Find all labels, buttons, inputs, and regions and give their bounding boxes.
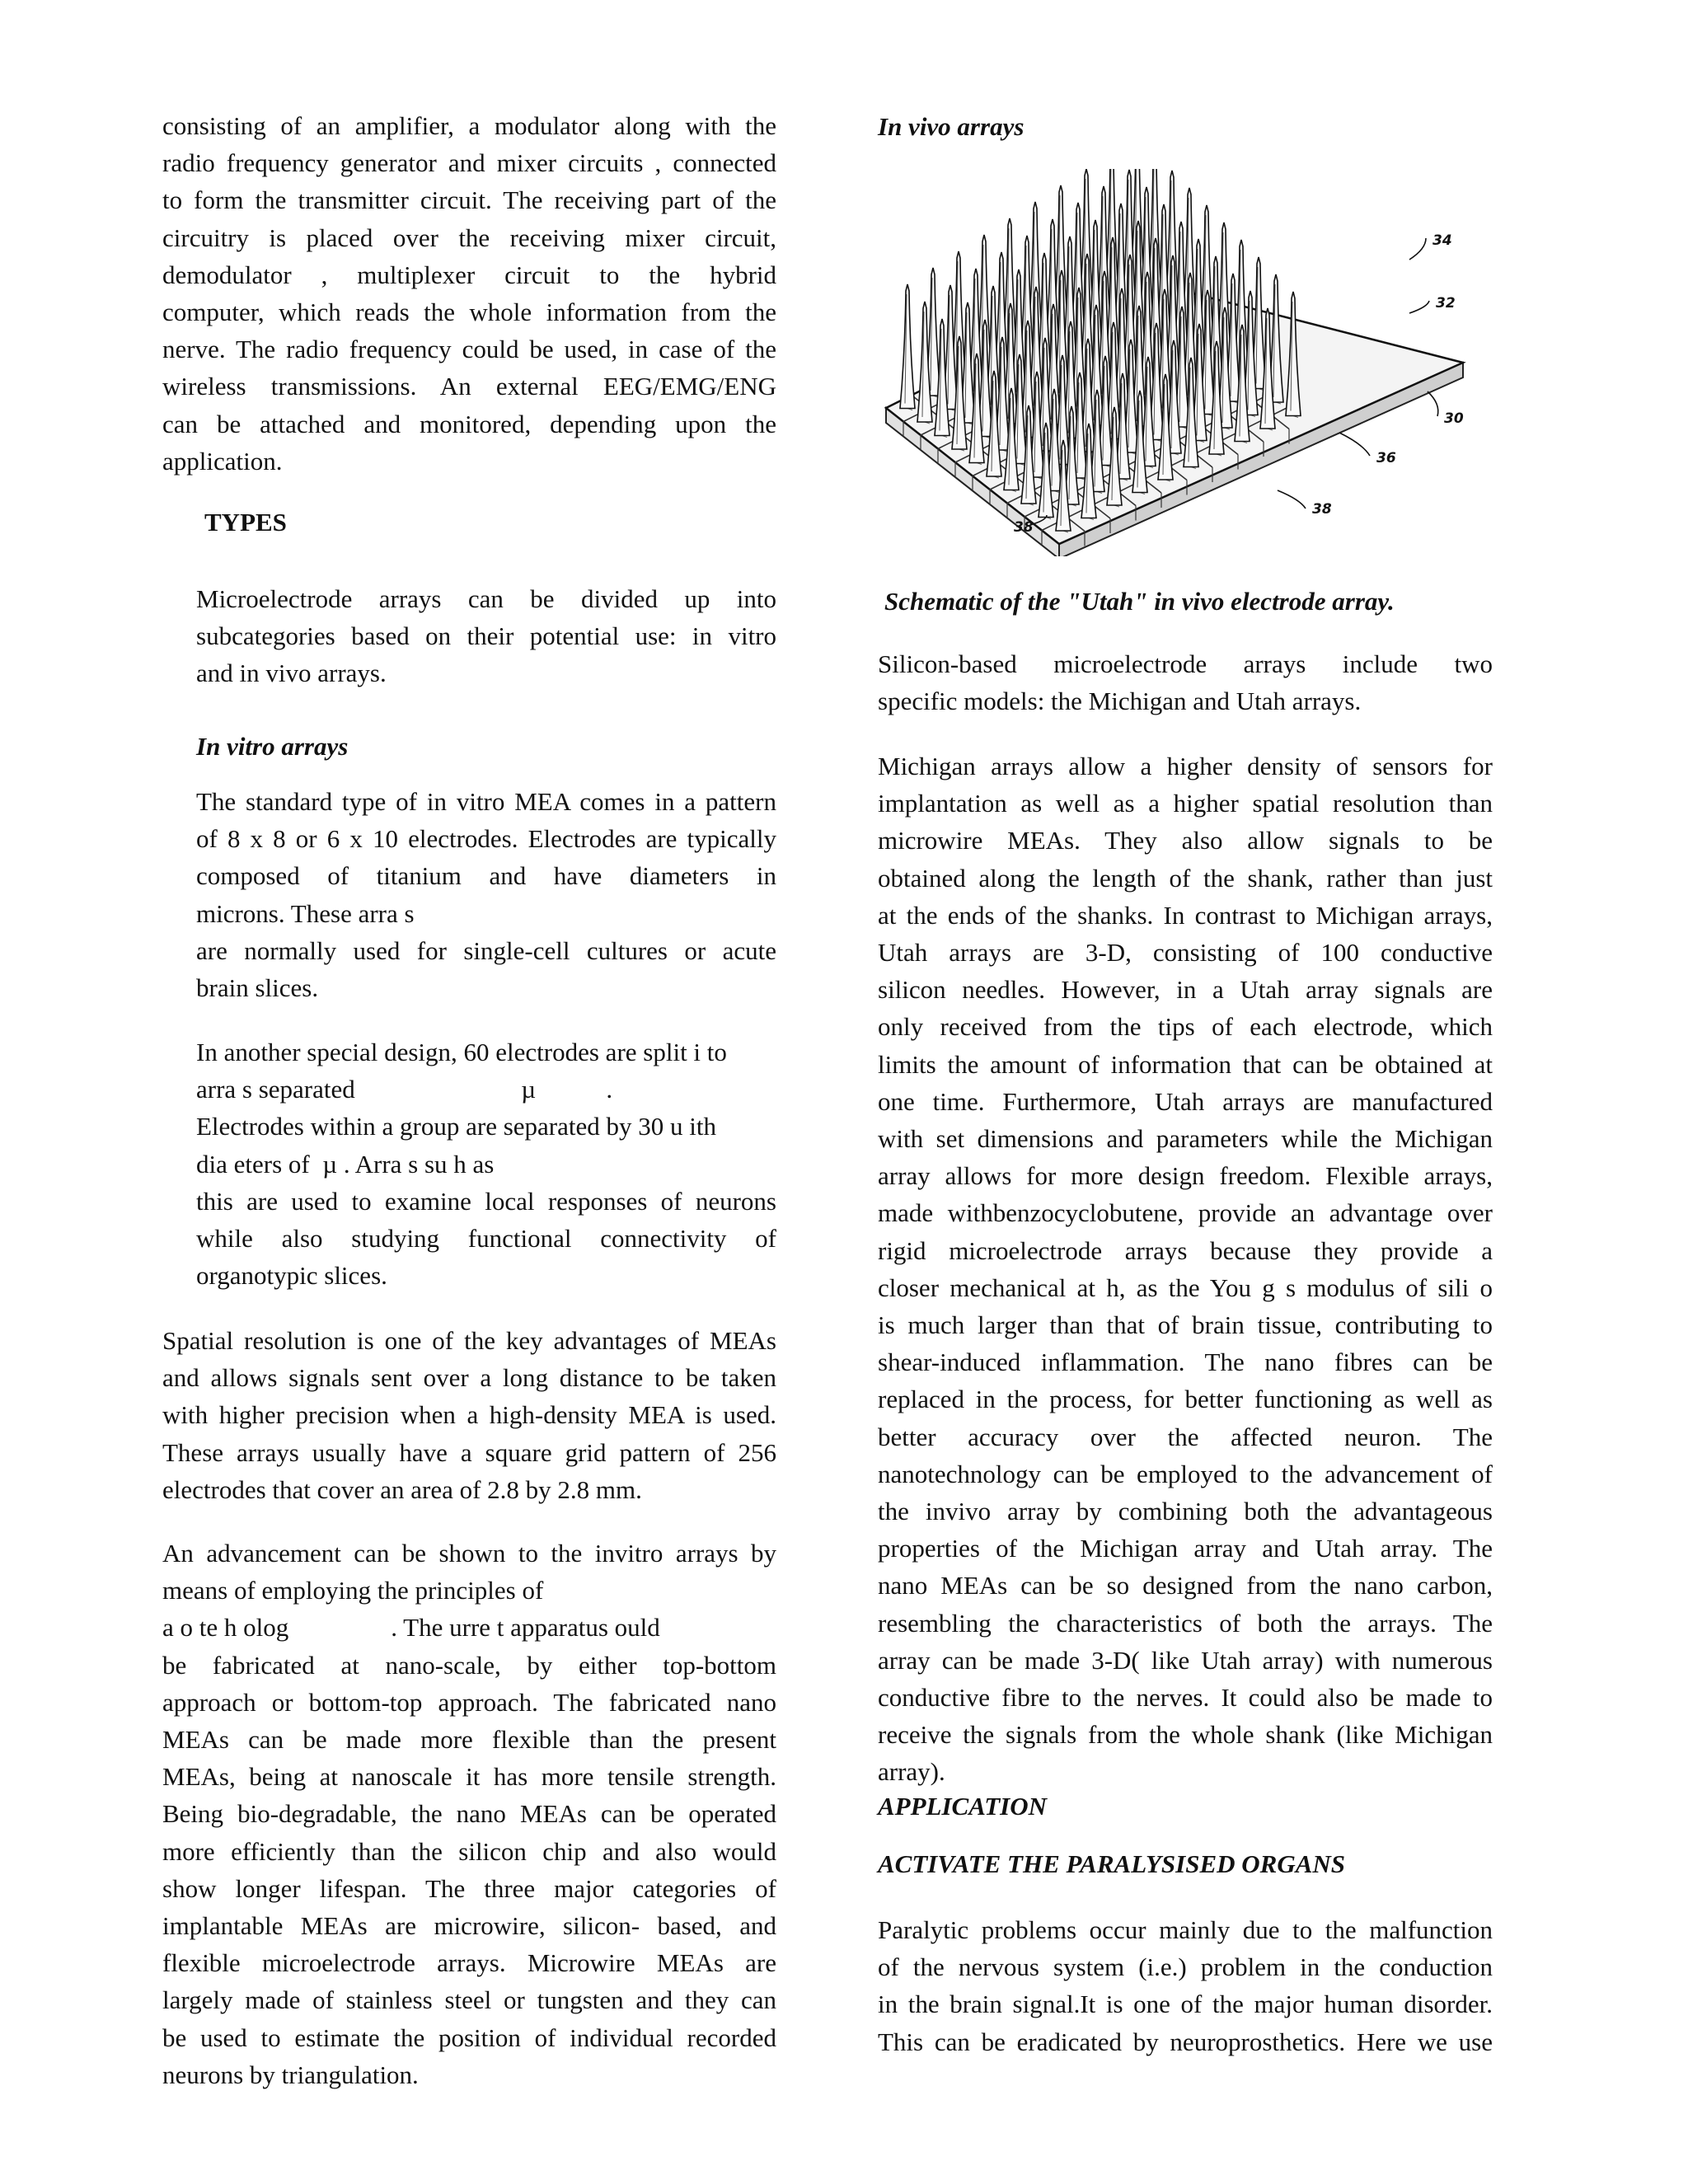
text-line: These arrays usually have a square grid pattern of 256 bbox=[162, 1437, 776, 1467]
text-line: approach or bottom-top approach. The fabricated nano bbox=[162, 1687, 776, 1717]
leader-line bbox=[1409, 238, 1426, 260]
text-line: organotypic slices. bbox=[196, 1261, 387, 1291]
types-paragraph bbox=[196, 580, 776, 692]
text-line: Electrodes within a group are separated by 30 u ith bbox=[196, 1112, 716, 1141]
text-line: in the brain signal.It is one of the major human disorder. bbox=[878, 1990, 1493, 2019]
text-line: array allows for more design freedom. Flexible arrays, bbox=[878, 1161, 1493, 1191]
utah-array-figure bbox=[882, 169, 1475, 556]
text-line: wireless transmissions. An external EEG/EMG/ENG bbox=[162, 372, 776, 401]
michigan-utah-paragraph bbox=[878, 748, 1493, 1791]
figure-label: 32 bbox=[1436, 295, 1456, 312]
text-line: computer, which reads the whole information from the bbox=[162, 298, 776, 327]
text-line: properties of the Michigan array and Utah array. The bbox=[878, 1534, 1493, 1563]
invitro-paragraph-1 bbox=[196, 783, 776, 1006]
text-line: Michigan arrays allow a higher density of sensors for bbox=[878, 752, 1493, 780]
text-line: arra s separated µ . bbox=[196, 1075, 613, 1104]
text-line: closer mechanical at h, as the You g s modulus of sili o bbox=[878, 1272, 1493, 1302]
text-line: to form the transmitter circuit. The receiving part of the bbox=[162, 185, 776, 215]
text-line: are normally used for single-cell cultures or acute bbox=[196, 935, 776, 965]
intro-paragraph bbox=[162, 107, 776, 480]
text-line: flexible microelectrode arrays. Microwire MEAs are bbox=[162, 1948, 776, 1978]
leader-line bbox=[1428, 391, 1438, 416]
text-line: Utah arrays are 3-D, consisting of 100 conductive bbox=[878, 938, 1493, 968]
text-line: This can be eradicated by neuroprosthetics. Here we use bbox=[878, 2027, 1493, 2056]
text-line: demodulator , multiplexer circuit to the hybrid bbox=[162, 260, 776, 289]
text-line: specific models: the Michigan and Utah arrays. bbox=[878, 687, 1362, 716]
text-line: resembling the characteristics of both the arrays. The bbox=[878, 1608, 1493, 1638]
figure-caption: Schematic of the "Utah" in vivo electrode array. bbox=[884, 587, 1395, 616]
text-line: conductive fibre to the nerves. It could also be made to bbox=[878, 1683, 1493, 1713]
text-line: Silicon-based microelectrode arrays include two bbox=[878, 649, 1493, 678]
text-line: nano MEAs can be so designed from the nano carbon, bbox=[878, 1571, 1493, 1601]
advancement-paragraph bbox=[162, 1535, 776, 2093]
text-line: more efficiently than the silicon chip and also would bbox=[162, 1836, 776, 1866]
text-line: one time. Furthermore, Utah arrays are manufactured bbox=[878, 1086, 1493, 1116]
text-line: with higher precision when a high-density MEA is used. bbox=[162, 1400, 776, 1430]
text-line: of 8 x 8 or 6 x 10 electrodes. Electrodes are typically bbox=[196, 824, 776, 854]
text-line: microwire MEAs. They also allow signals to be bbox=[878, 826, 1493, 855]
leader-line bbox=[1278, 490, 1306, 509]
text-line: can be attached and monitored, depending upon the bbox=[162, 409, 776, 438]
invitro-heading: In vitro arrays bbox=[196, 732, 349, 761]
figure-label: 34 bbox=[1432, 232, 1452, 249]
text-line: nanotechnology can be employed to the advancement of bbox=[878, 1459, 1493, 1488]
text-line: An advancement can be shown to the invitro arrays by bbox=[162, 1539, 776, 1568]
text-line: obtained along the length of the shank, rather than just bbox=[878, 863, 1493, 893]
text-line: Microelectrode arrays can be divided up into bbox=[196, 584, 776, 613]
text-line: MEAs, being at nanoscale it has more tensile strength. bbox=[162, 1762, 776, 1792]
text-line: is much larger than that of brain tissue, contributing to bbox=[878, 1310, 1493, 1340]
text-line: Paralytic problems occur mainly due to the malfunction bbox=[878, 1915, 1493, 1944]
silicon-arrays-paragraph bbox=[878, 645, 1493, 719]
text-line: the invivo array by combining both the advantageous bbox=[878, 1497, 1493, 1526]
types-heading: TYPES bbox=[204, 508, 287, 537]
text-line: replaced in the process, for better functioning as well as bbox=[878, 1385, 1493, 1414]
text-line: Spatial resolution is one of the key advantages of MEAs bbox=[162, 1326, 776, 1355]
text-line: while also studying functional connectivity of bbox=[196, 1224, 776, 1254]
text-line: rigid microelectrode arrays because they provide a bbox=[878, 1235, 1493, 1265]
figure-label: 38 bbox=[1014, 519, 1034, 536]
text-line: made withbenzocyclobutene, provide an advantage over bbox=[878, 1198, 1493, 1228]
text-line: be fabricated at nano-scale, by either top-bottom bbox=[162, 1650, 776, 1680]
text-line: be used to estimate the position of individual recorded bbox=[162, 2022, 776, 2052]
invitro-paragraph-2 bbox=[196, 1033, 776, 1294]
figure-label: 36 bbox=[1376, 450, 1396, 466]
leader-line bbox=[1339, 433, 1370, 456]
text-line: dia eters of µ . Arra s su h as bbox=[196, 1149, 495, 1179]
text-line: subcategories based on their potential use: in vitro bbox=[196, 621, 776, 651]
text-line: and in vivo arrays. bbox=[196, 658, 387, 688]
paralytic-paragraph bbox=[878, 1911, 1493, 2060]
text-line: composed of titanium and have diameters in bbox=[196, 861, 776, 891]
spatial-resolution-paragraph bbox=[162, 1322, 776, 1508]
figure-label: 30 bbox=[1444, 410, 1464, 427]
text-line: brain slices. bbox=[196, 973, 319, 1003]
text-line: microns. These arra s bbox=[196, 898, 415, 928]
text-line: nerve. The radio frequency could be used, in case of the bbox=[162, 335, 776, 364]
text-line: In another special design, 60 electrodes are split i to bbox=[196, 1038, 727, 1066]
text-line: consisting of an amplifier, a modulator along with the bbox=[162, 111, 776, 140]
text-line: of the nervous system (i.e.) problem in the conduction bbox=[878, 1952, 1493, 1982]
text-line: shear-induced inflammation. The nano fibres can be bbox=[878, 1347, 1493, 1377]
text-line: electrodes that cover an area of 2.8 by 2.8 mm. bbox=[162, 1474, 642, 1504]
text-line: application. bbox=[162, 446, 283, 476]
text-line: limits the amount of information that can be obtained at bbox=[878, 1049, 1493, 1079]
text-line: means of employing the principles of bbox=[162, 1576, 544, 1605]
text-line: The standard type of in vitro MEA comes in a pattern bbox=[196, 787, 776, 816]
text-line: MEAs can be made more flexible than the present bbox=[162, 1725, 776, 1755]
text-line: show longer lifespan. The three major categories of bbox=[162, 1873, 776, 1903]
text-line: Being bio-degradable, the nano MEAs can be operated bbox=[162, 1799, 776, 1829]
text-line: silicon needles. However, in a Utah array signals are bbox=[878, 975, 1493, 1005]
text-line: radio frequency generator and mixer circuits , connected bbox=[162, 148, 776, 178]
figure-label: 38 bbox=[1312, 501, 1332, 518]
text-line: array). bbox=[878, 1757, 945, 1787]
leader-line bbox=[1409, 301, 1429, 313]
text-line: array can be made 3-D( like Utah array) with numerous bbox=[878, 1645, 1493, 1675]
text-line: a o te h olog . The urre t apparatus ould bbox=[162, 1613, 660, 1643]
text-line: this are used to examine local responses of neurons bbox=[196, 1186, 776, 1216]
text-line: implantable MEAs are microwire, silicon- based, and bbox=[162, 1911, 776, 1941]
text-line: receive the signals from the whole shank (like Michigan bbox=[878, 1720, 1493, 1750]
text-line: circuitry is placed over the receiving mixer circuit, bbox=[162, 223, 776, 252]
text-line: only received from the tips of each electrode, which bbox=[878, 1012, 1493, 1042]
text-line: implantation as well as a higher spatial resolution than bbox=[878, 789, 1493, 818]
needle bbox=[900, 284, 915, 409]
text-line: neurons by triangulation. bbox=[162, 2060, 419, 2089]
text-line: at the ends of the shanks. In contrast to Michigan arrays, bbox=[878, 900, 1493, 930]
invivo-heading: In vivo arrays bbox=[878, 112, 1025, 141]
text-line: with set dimensions and parameters while the Michigan bbox=[878, 1124, 1493, 1154]
activate-heading: ACTIVATE THE PARALYSISED ORGANS bbox=[878, 1849, 1346, 1878]
text-line: largely made of stainless steel or tungsten and they can bbox=[162, 1985, 776, 2015]
application-heading: APPLICATION bbox=[878, 1792, 1047, 1821]
text-line: and allows signals sent over a long distance to be taken bbox=[162, 1363, 776, 1393]
text-line: better accuracy over the affected neuron. The bbox=[878, 1422, 1493, 1451]
